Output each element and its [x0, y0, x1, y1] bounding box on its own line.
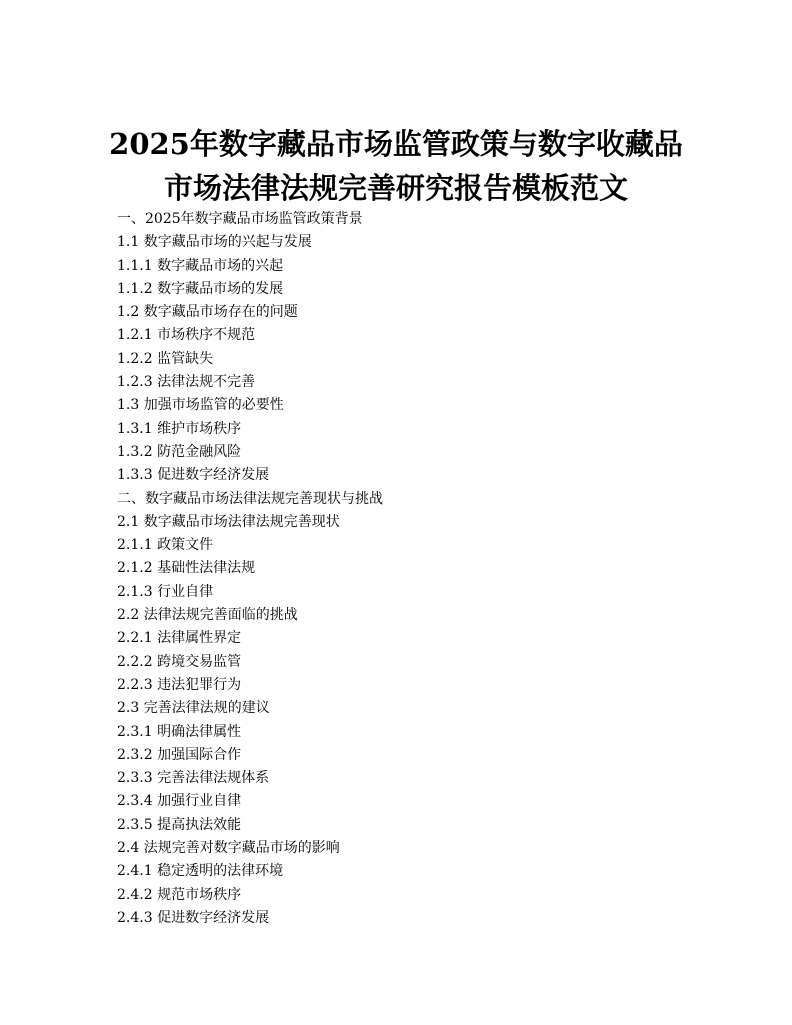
toc-entry: 2.3.1 明确法律属性 — [117, 723, 242, 740]
toc-entry: 1.2.1 市场秩序不规范 — [117, 327, 256, 344]
toc-entry: 一、2025年数字藏品市场监管政策背景 — [117, 211, 363, 227]
toc-entry: 2.4.1 稳定透明的法律环境 — [117, 863, 284, 880]
toc-entry: 2.4 法规完善对数字藏品市场的影响 — [117, 840, 340, 857]
toc-entry: 2.1.3 行业自律 — [117, 583, 214, 600]
toc-entry: 1.1 数字藏品市场的兴起与发展 — [117, 234, 312, 251]
toc-entry: 1.2.3 法律法规不完善 — [117, 374, 256, 391]
toc-entry: 2.2.1 法律属性界定 — [117, 630, 242, 647]
toc-entry: 2.3.5 提高执法效能 — [117, 816, 242, 833]
toc-entry: 1.2 数字藏品市场存在的问题 — [117, 304, 298, 321]
toc-entry: 2.3.3 完善法律法规体系 — [117, 770, 270, 787]
toc-entry: 2.1.1 政策文件 — [117, 537, 214, 554]
toc-entry: 2.3.4 加强行业自律 — [117, 793, 242, 810]
toc-entry: 2.2.3 违法犯罪行为 — [117, 676, 242, 693]
toc-entry: 1.3.1 维护市场秩序 — [117, 420, 242, 437]
table-of-contents — [117, 208, 757, 930]
toc-entry: 2.1 数字藏品市场法律法规完善现状 — [117, 513, 340, 530]
toc-entry: 1.2.2 监管缺失 — [117, 350, 214, 367]
document-title-line-1: 2025年数字藏品市场监管政策与数字收藏品 — [109, 127, 683, 161]
toc-entry: 2.3 完善法律法规的建议 — [117, 700, 270, 717]
toc-entry: 2.1.2 基础性法律法规 — [117, 560, 256, 577]
toc-entry: 2.4.2 规范市场秩序 — [117, 886, 242, 903]
toc-entry: 1.1.1 数字藏品市场的兴起 — [117, 257, 284, 274]
toc-entry: 1.3.2 防范金融风险 — [117, 443, 242, 460]
toc-entry: 2.3.2 加强国际合作 — [117, 746, 242, 763]
toc-entry: 1.3.3 促进数字经济发展 — [117, 467, 270, 484]
toc-entry: 二、数字藏品市场法律法规完善现状与挑战 — [117, 490, 383, 507]
document-title-line-2: 市场法律法规完善研究报告模板范文 — [163, 171, 628, 205]
toc-entry: 2.2 法律法规完善面临的挑战 — [117, 607, 298, 624]
toc-entry: 2.4.3 促进数字经济发展 — [117, 909, 270, 926]
toc-entry: 1.3 加强市场监管的必要性 — [117, 397, 284, 414]
toc-entry: 1.1.2 数字藏品市场的发展 — [117, 280, 284, 297]
toc-entry: 2.2.2 跨境交易监管 — [117, 653, 242, 670]
